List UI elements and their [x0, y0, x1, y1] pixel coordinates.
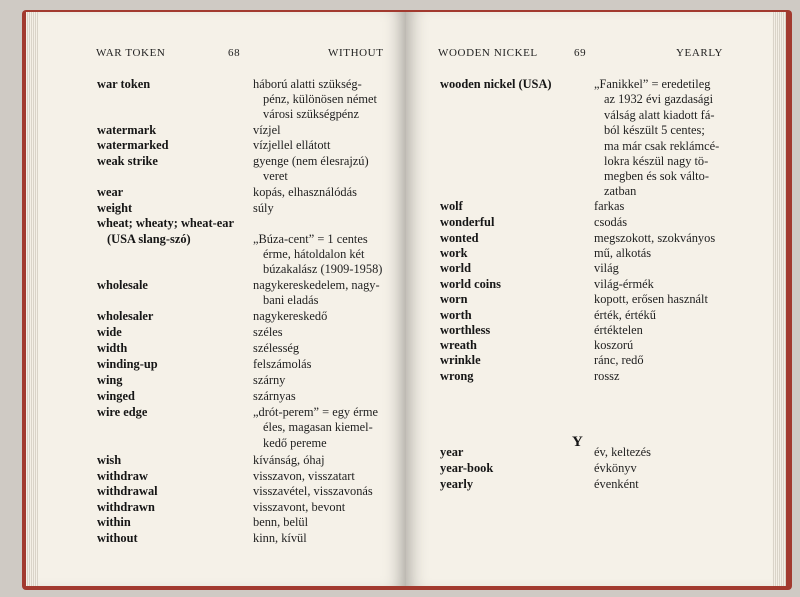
headword: war token [97, 77, 151, 91]
headword: winding-up [97, 357, 158, 371]
translation: csodás [594, 215, 628, 229]
headword: wreath [440, 338, 477, 352]
headword: winged [97, 389, 135, 403]
headword: withdraw [97, 469, 148, 483]
translation: vízjel [253, 123, 281, 137]
translation: búzakalász (1909-1958) [263, 262, 383, 276]
headword: without [97, 531, 138, 545]
translation: ma már csak reklámcé- [604, 139, 720, 153]
translation: lokra készül nagy tö- [604, 154, 709, 168]
translation: megben és sok válto- [604, 169, 709, 183]
translation: kopás, elhasználódás [253, 185, 357, 199]
translation: éles, magasan kiemel- [263, 420, 373, 434]
headword: wonderful [440, 215, 495, 229]
translation: zatban [604, 184, 637, 198]
headword: wholesaler [97, 309, 154, 323]
headword: worthless [440, 323, 491, 337]
headword: wing [97, 373, 123, 387]
translation: veret [263, 169, 288, 183]
translation: évenként [594, 477, 639, 491]
headword: wholesale [97, 278, 148, 292]
headword: wear [97, 185, 124, 199]
headword: year-book [440, 461, 494, 475]
headword: wish [97, 453, 122, 467]
headword: (USA slang-szó) [107, 232, 191, 246]
page-edges-right [772, 12, 786, 586]
translation: nagykereskedelem, nagy- [253, 278, 380, 292]
translation: pénz, különösen német [263, 92, 377, 106]
headword: withdrawal [97, 484, 158, 498]
headword: wire edge [97, 405, 148, 419]
right-page-number: 69 [574, 47, 587, 59]
headword: wolf [440, 199, 463, 213]
translation: széles [253, 325, 283, 339]
translation: világ-érmék [594, 277, 654, 291]
translation: visszavon, visszatart [253, 469, 355, 483]
translation: városi szükségpénz [263, 107, 359, 121]
translation: válság alatt kiadott fá- [604, 108, 715, 122]
headword: work [440, 246, 468, 260]
right-page [406, 12, 772, 586]
translation: kívánság, óhaj [253, 453, 325, 467]
section-letter: Y [572, 434, 583, 450]
translation: bani eladás [263, 293, 319, 307]
translation: nagykereskedő [253, 309, 328, 323]
translation: érték, értékű [594, 308, 656, 322]
translation: ból készült 5 centes; [604, 123, 705, 137]
translation: az 1932 évi gazdasági [604, 92, 714, 106]
translation: ránc, redő [594, 353, 644, 367]
headword: world coins [440, 277, 501, 291]
translation: rossz [594, 369, 620, 383]
translation: kedő pereme [263, 436, 327, 450]
translation: háború alatti szükség- [253, 77, 362, 91]
translation: világ [594, 261, 619, 275]
translation: koszorú [594, 338, 634, 352]
headword: wonted [440, 231, 479, 245]
headword: worth [440, 308, 472, 322]
headword: width [97, 341, 128, 355]
translation: kinn, kívül [253, 531, 307, 545]
translation: „Fanikkel” = eredetileg [594, 77, 711, 91]
translation: évkönyv [594, 461, 637, 475]
translation: szárnyas [253, 389, 296, 403]
translation: megszokott, szokványos [594, 231, 716, 245]
left-page [38, 12, 406, 586]
translation: benn, belül [253, 515, 309, 529]
headword: yearly [440, 477, 474, 491]
headword: wrong [440, 369, 474, 383]
translation: felszámolás [253, 357, 312, 371]
translation: visszavétel, visszavonás [253, 484, 373, 498]
page-edges-left [26, 12, 38, 586]
headword: withdrawn [97, 500, 155, 514]
headword: wrinkle [440, 353, 481, 367]
left-running-head: WAR TOKEN [96, 47, 166, 59]
translation: farkas [594, 199, 625, 213]
right-running-head: WOODEN NICKEL [438, 47, 538, 59]
translation: „drót-perem” = egy érme [253, 405, 378, 419]
headword: wooden nickel (USA) [440, 77, 552, 91]
translation: visszavont, bevont [253, 500, 346, 514]
translation: év, keltezés [594, 445, 651, 459]
translation: mű, alkotás [594, 246, 652, 260]
translation: vízjellel ellátott [253, 138, 331, 152]
right-running-head-end: YEARLY [676, 47, 724, 59]
translation: súly [253, 201, 274, 215]
left-running-head-end: WITHOUT [328, 47, 384, 59]
headword: wheat; wheaty; wheat-ear [97, 216, 234, 230]
headword: watermark [97, 123, 157, 137]
translation: értéktelen [594, 323, 643, 337]
headword: weak strike [97, 154, 158, 168]
translation: szárny [253, 373, 286, 387]
translation: gyenge (nem élesrajzú) [253, 154, 369, 168]
headword: within [97, 515, 131, 529]
translation: „Búza-cent” = 1 centes [253, 232, 368, 246]
headword: world [440, 261, 471, 275]
headword: worn [440, 292, 468, 306]
headword: weight [97, 201, 133, 215]
translation: szélesség [253, 341, 300, 355]
headword: wide [97, 325, 122, 339]
translation: kopott, erősen használt [594, 292, 708, 306]
headword: watermarked [97, 138, 169, 152]
left-page-number: 68 [228, 47, 241, 59]
translation: érme, hátoldalon két [263, 247, 365, 261]
headword: year [440, 445, 464, 459]
